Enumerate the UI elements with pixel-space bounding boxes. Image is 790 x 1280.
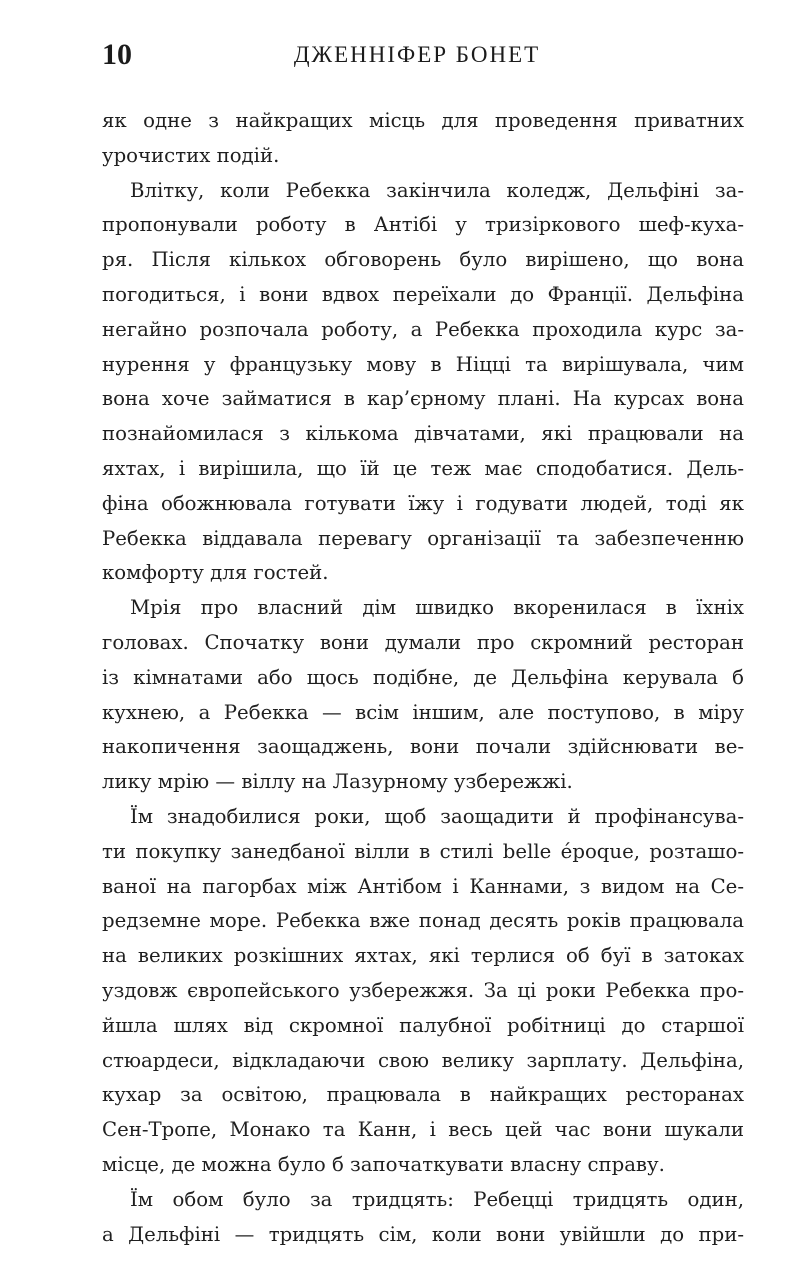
paragraph <box>102 800 744 1183</box>
text-line: пропонували роботу в Антібі у тризіркового шеф-куха- <box>102 213 744 237</box>
text-line: Сен-Тропе, Монако та Канн, і весь цей час вони шукали <box>102 1118 744 1142</box>
text-line: познайомилася з кількома дівчатами, які працювали на <box>102 422 744 446</box>
text-line: комфорту для гостей. <box>102 561 329 585</box>
text-line: Мрія про власний дім швидко вкоренилася в їхніх <box>130 596 744 620</box>
text-line: ти покупку занедбаної вілли в стилі belle époque, розташо- <box>102 839 744 863</box>
text-line: уздовж європейського узбережжя. За ці роки Ребекка про- <box>102 978 744 1002</box>
text-line: Влітку, коли Ребекка закінчила коледж, Дельфіні за- <box>130 178 744 202</box>
text-line: кухар за освітою, працювала в найкращих ресторанах <box>102 1083 744 1107</box>
text-line: Ребекка віддавала перевагу організації та забезпеченню <box>102 526 744 550</box>
paragraph <box>102 1183 744 1253</box>
running-head <box>102 38 732 72</box>
text-line: накопичення заощаджень, вони почали здійснювати ве- <box>102 735 744 759</box>
text-line: яхтах, і вирішила, що їй це теж має сподобатися. Дель- <box>102 456 744 480</box>
running-head-author: ДЖЕННІФЕР БОНЕТ <box>293 42 541 67</box>
text-line: головах. Спочатку вони думали про скромний ресторан <box>102 630 744 654</box>
text-line: Їм обом було за тридцять: Ребецці тридцять один, <box>130 1187 744 1211</box>
paragraph <box>102 174 744 592</box>
text-line: Їм знадобилися роки, щоб заощадити й профінансува- <box>130 804 744 828</box>
body-text <box>102 104 744 1252</box>
page-number: 10 <box>102 38 132 71</box>
text-line: як одне з найкращих місць для проведення приватних <box>102 109 744 132</box>
text-line: нурення у французьку мову в Ніцці та вирішувала, чим <box>102 352 744 376</box>
paragraph <box>102 591 744 800</box>
text-line: лику мрію — віллу на Лазурному узбережжі. <box>102 770 573 794</box>
text-line: місце, де можна було б започаткувати власну справу. <box>102 1152 665 1176</box>
paragraph <box>102 104 744 174</box>
text-line: стюардеси, відкладаючи свою велику зарплату. Дельфіна, <box>102 1048 744 1072</box>
text-line: йшла шлях від скромної палубної робітниці до старшої <box>102 1013 744 1037</box>
text-line: вона хоче займатися в кар’єрному плані. На курсах вона <box>102 387 744 411</box>
text-line: фіна обожнювала готувати їжу і годувати людей, тоді як <box>102 491 744 515</box>
text-line: ваної на пагорбах між Антібом і Каннами, з видом на Се- <box>102 874 744 898</box>
text-line: редземне море. Ребекка вже понад десять років працювала <box>102 909 744 933</box>
text-line: із кімнатами або щось подібне, де Дельфіна керувала б <box>102 665 744 689</box>
text-line: негайно розпочала роботу, а Ребекка проходила курс за- <box>102 317 744 341</box>
text-line: кухнею, а Ребекка — всім іншим, але поступово, в міру <box>102 700 744 724</box>
text-line: а Дельфіні — тридцять сім, коли вони увійшли до при- <box>102 1222 744 1246</box>
text-line: на великих розкішних яхтах, які терлися об буї в затоках <box>102 944 744 968</box>
text-line: погодиться, і вони вдвох переїхали до Франції. Дельфіна <box>102 282 744 306</box>
text-line: ря. Після кількох обговорень було вирішено, що вона <box>102 248 744 272</box>
text-line: урочистих подій. <box>102 143 280 167</box>
